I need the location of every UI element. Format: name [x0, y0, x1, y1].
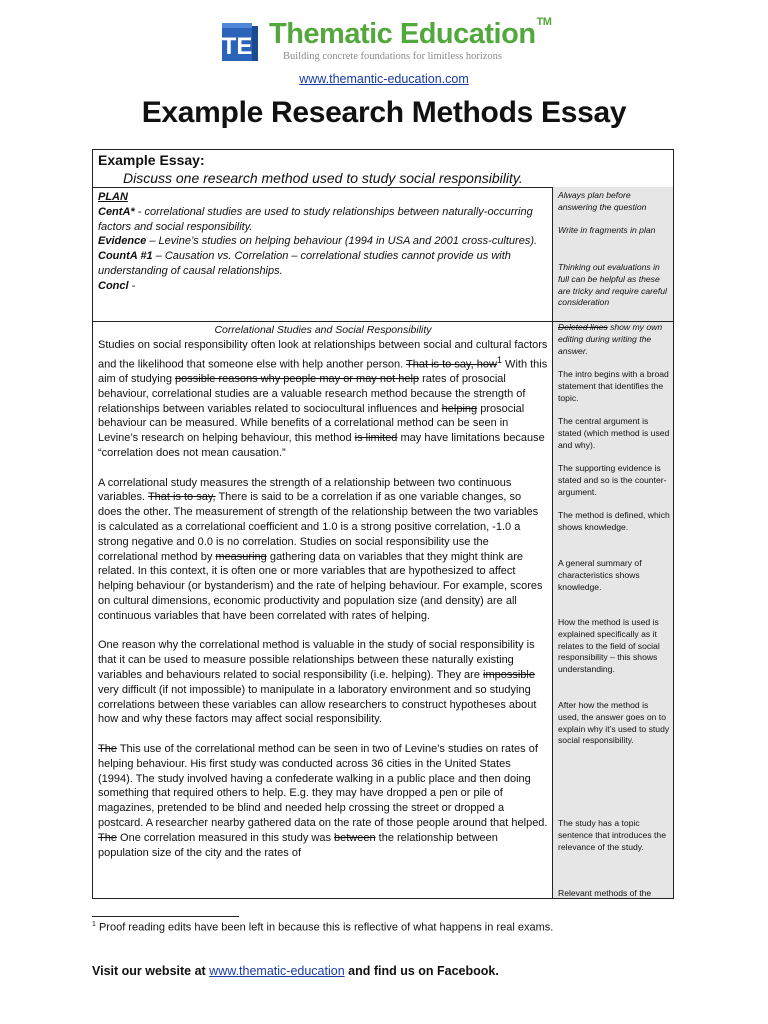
plan-heading: PLAN — [98, 191, 128, 203]
footnote-number: 1 — [92, 921, 96, 928]
plan-text: - — [128, 279, 136, 292]
essay-text: One correlation measured in this study was — [116, 831, 335, 844]
plan-line — [98, 234, 548, 249]
plan-key: Concl — [98, 279, 129, 292]
struck-text: between — [334, 831, 376, 844]
note-intro: The intro begins with a broad statement that identifies the topic. — [558, 369, 669, 403]
plan-key: CentA* — [98, 205, 135, 218]
essay-text: A correlational study measures the strength of a relationship between two continuous variables. — [98, 476, 512, 504]
plan-line — [98, 279, 548, 294]
footer-website-link[interactable]: www.thematic-education — [209, 964, 345, 978]
essay-paragraph-intro — [98, 338, 548, 461]
essay-text: There is said to be a correlation if as one variable changes, so does the other. The measurement of strength of the relationship between the two variables is calculated as a correlational coefficient and 1.0 is a strong positive correlation, -1.0 a strong negative and 0.0 is no correlation. Studies on social responsibility use the correlational method by — [98, 491, 539, 563]
struck-text: The — [98, 742, 117, 755]
essay-text: With this aim of studying — [98, 358, 548, 386]
struck-text: helping — [441, 402, 478, 415]
plan-section — [98, 190, 548, 294]
struck-text: possible reasons why people may or may not help — [175, 373, 420, 386]
svg-text:TE: TE — [221, 33, 253, 60]
note-how-method-used: How the method is used is explained specifically as it relates to the field of social responsibility – this shows understanding. — [558, 617, 660, 675]
note-why-method-used: After how the method is used, the answer goes on to explain why it’s used to study social responsibility. — [558, 700, 670, 746]
plan-line — [98, 205, 548, 235]
brand-name — [269, 18, 551, 51]
struck-text: measuring — [215, 550, 267, 563]
note-general-summary: A general summary of characteristics shows knowledge. — [558, 558, 642, 592]
essay-header — [93, 150, 673, 188]
essay-box — [92, 149, 674, 899]
essay-text: very difficult (if not impossible) to manipulate in a laboratory environment and so studying correlations between these variables can allow researchers to construct hypotheses about how and why these factors may affect social responsibility. — [98, 683, 537, 726]
brand-tagline: Building concrete foundations for limitless horizons — [283, 51, 503, 62]
footer-text: Visit our website at — [92, 964, 210, 978]
footnote-rule — [92, 916, 239, 917]
essay-text: Studies on social responsibility often look at relationships between social and cultural factors and the likelihood that someone else with help another person. — [98, 338, 548, 371]
essay-paragraph-reason — [98, 638, 548, 727]
note-evaluations: Thinking out evaluations in full can be helpful as these are tricky and require careful consideration — [558, 262, 667, 308]
essay-text: may have limitations because “correlation does not mean causation.” — [98, 432, 545, 460]
essay-paragraph-levine — [98, 742, 548, 860]
website-link[interactable]: www.themantic-education.com — [299, 72, 469, 86]
essay-title: Correlational Studies and Social Responsibility — [214, 324, 432, 336]
plan-text: – Levine’s studies on helping behaviour (1994 in USA and 2001 cross-cultures). — [146, 235, 538, 248]
struck-text: Deleted lines — [558, 322, 608, 332]
essay-paragraph-definition — [98, 476, 548, 624]
note-central-argument: The central argument is stated (which method is used and why). — [558, 416, 670, 450]
struck-text: impossible — [483, 668, 535, 681]
plan-key: Evidence — [98, 235, 147, 248]
plan-text: – Causation vs. Correlation – correlational studies cannot provide us with understanding of causal relationships. — [98, 250, 511, 277]
essay-text: the relationship between population size of the city and the rates of — [98, 831, 498, 859]
book-logo-icon — [219, 20, 263, 64]
note-fragments: Write in fragments in plan — [558, 225, 656, 235]
essay-text: gathering data on variables that they might think are related. In this context, it is often one or more variables that are hypothesized to affect helping behaviour (or bystanderism) and the rate of helping behaviour. For example, scores on cultural dimensions, economic productivity and population size (and density) are all continuous variables that have been correlated with rates of helping. — [98, 550, 543, 622]
page-title: Example Research Methods Essay — [141, 96, 627, 129]
footnote-ref: 1 — [496, 354, 502, 365]
note-topic-sentence: The study has a topic sentence that introduces the relevance of the study. — [558, 818, 666, 852]
essay-text: This use of the correlational method can be seen in two of Levine’s studies on rates of helping behaviour. His first study was conducted across 36 cities in the United States (1994). The study involved having a confederate walking in a public place and then doing something that required others to help. E.g. they may have dropped a pen or pile of magazines, pretended to be blind and needed help crossing the street or dropped a postcard. A researcher nearby gathered data on the rate of those people around that helped. — [98, 742, 548, 829]
note-plan: Always plan before answering the question — [558, 190, 647, 212]
essay-text: rates of prosocial behaviour, correlational studies are a valuable research method because the strength of relationships between variables related to sociocultural influences and — [98, 373, 526, 415]
column-divider — [552, 187, 553, 899]
struck-text: The — [98, 831, 117, 844]
note-text: show my own editing during writing the answer. — [558, 322, 663, 356]
note-relevant-methods: Relevant methods of the — [558, 888, 652, 898]
brand-name-text: Thematic Education — [269, 18, 536, 50]
plan-key: CountA #1 — [98, 250, 153, 263]
struck-text: is limited — [354, 432, 398, 445]
essay-label: Example Essay: — [98, 152, 205, 168]
trademark: TM — [536, 16, 552, 28]
note-deleted-lines — [558, 322, 670, 357]
plan-line — [98, 249, 548, 279]
note-supporting-evidence: The supporting evidence is stated and so is the counter-argument. — [558, 463, 667, 497]
plan-divider — [93, 321, 673, 322]
essay-question: Discuss one research method used to study social responsibility. — [123, 170, 523, 186]
essay-body — [98, 323, 548, 875]
footnote-text: Proof reading edits have been left in because this is reflective of what happens in real exams. — [95, 921, 554, 934]
footnote — [92, 921, 553, 934]
side-notes-column — [552, 187, 673, 899]
plan-text: - correlational studies are used to study relationships between naturally-occurring factors and social responsibility. — [98, 205, 533, 233]
footer-text: and find us on Facebook. — [344, 964, 499, 978]
essay-text: prosocial behaviour can be measured. While benefits of a correlational method can be seen in Levine’s research on helping behaviour, this method — [98, 402, 525, 445]
brand-logo — [219, 16, 559, 68]
note-method-defined: The method is defined, which shows knowledge. — [558, 510, 670, 532]
footer — [92, 964, 499, 978]
essay-text: One reason why the correlational method is valuable in the study of social responsibility is that it can be used to measure possible relationships between these naturally existing variables and behaviours related to social responsibility (i.e. helping). They are — [98, 639, 535, 681]
struck-text: That is to say, — [147, 491, 216, 504]
struck-text: That is to say, how — [406, 358, 497, 371]
